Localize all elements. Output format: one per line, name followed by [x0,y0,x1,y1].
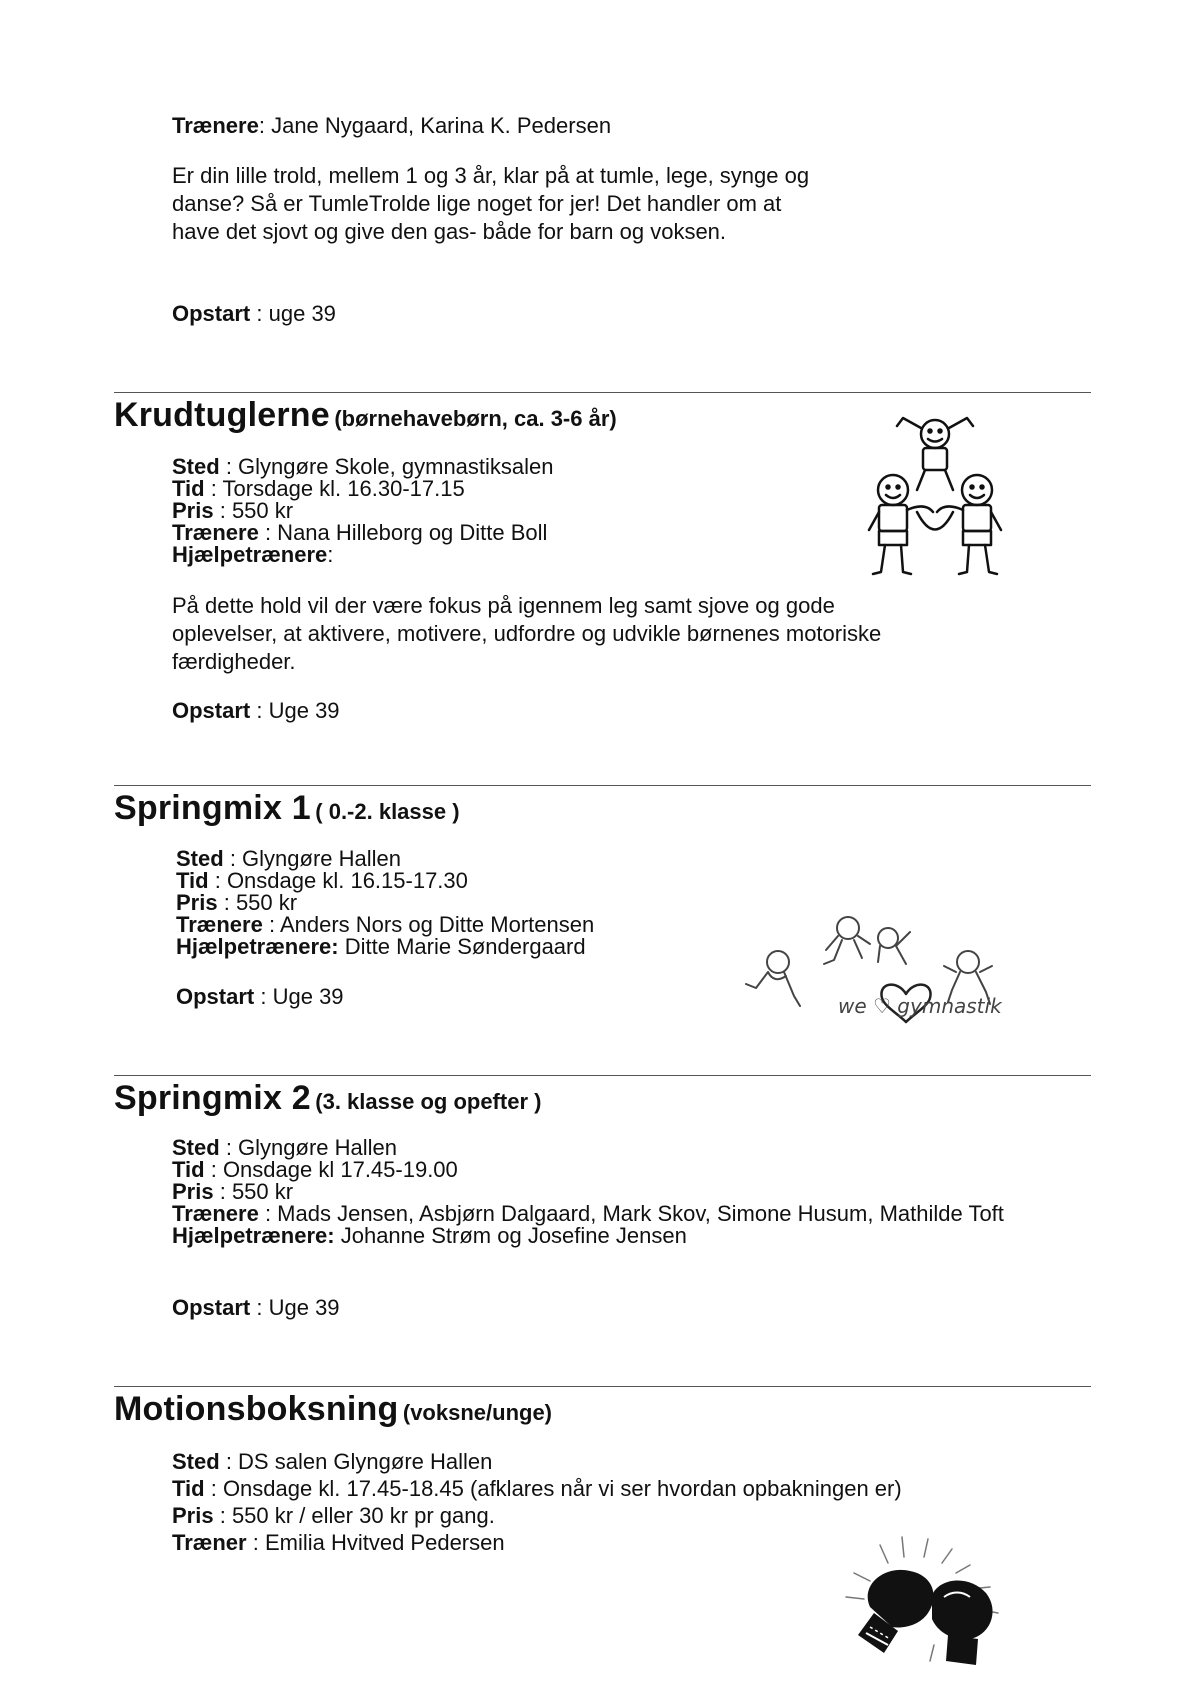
krudtuglerne-info [172,456,554,566]
top-trainers-line [172,112,611,140]
motionsboksning-subtitle: (voksne/unge) [402,1400,553,1425]
springmix2-heading [114,1079,541,1118]
spring1-tid-value: : Onsdage kl. 16.15-17.30 [214,868,468,893]
krudt-pris-value: : 550 kr [219,498,294,523]
boks-traener-label: Træner [172,1530,247,1555]
krudt-traenere-value: : Nana Hilleborg og Ditte Boll [264,520,548,545]
spring1-traenere-value: : Anders Nors og Ditte Mortensen [268,912,595,937]
springmix1-title: Springmix 1 [114,789,311,827]
boxing-gloves-icon [840,1535,1015,1670]
boks-pris-label: Pris [172,1503,214,1528]
kids-pyramid-illustration-icon [855,412,1015,582]
spring1-tid-label: Tid [176,868,209,893]
spring1-start-label: Opstart [176,984,255,1009]
boks-tid-value: : Onsdage kl. 17.45-18.45 (afklares når vi ser hvordan opbakningen er) [210,1476,902,1501]
krudt-traenere-label: Trænere [172,520,259,545]
section-divider [114,1386,1091,1387]
krudtuglerne-description: På dette hold vil der være fokus på igennem leg samt sjove og gode oplevelser, at aktivere, motivere, udfordre og udvikle børnenes motoriske færdigheder. [172,593,882,674]
spring1-traenere-label: Trænere [176,912,263,937]
springmix2-title: Springmix 2 [114,1079,311,1117]
spring2-start-value: : Uge 39 [256,1295,340,1320]
top-start-label: Opstart [172,301,251,326]
springmix1-info [176,848,594,958]
top-trainers-value: Jane Nygaard, Karina K. Pedersen [271,113,612,138]
boks-sted-label: Sted [172,1449,220,1474]
springmix2-subtitle: (3. klasse og opefter ) [315,1089,542,1114]
section-divider [114,1075,1091,1076]
krudt-pris-label: Pris [172,498,214,523]
spring1-hjaelp-value: Ditte Marie Søndergaard [344,934,586,959]
spring2-hjaelp-value: Johanne Strøm og Josefine Jensen [340,1223,687,1248]
gymnastics-logo-text [838,994,1003,1018]
top-start-value: uge 39 [268,301,336,326]
krudt-sted-label: Sted [172,454,220,479]
spring1-pris-label: Pris [176,890,218,915]
spring2-start-label: Opstart [172,1295,251,1320]
boks-pris-value: : 550 kr / eller 30 kr pr gang. [219,1503,495,1528]
spring1-pris-value: : 550 kr [223,890,298,915]
motionsboksning-title: Motionsboksning [114,1390,399,1428]
springmix2-info [172,1137,1092,1247]
top-trainers-sep: : [258,113,265,138]
motionsboksning-info [172,1448,902,1556]
spring1-sted-value: : Glyngøre Hallen [229,846,401,871]
spring2-pris-value: : 550 kr [219,1179,294,1204]
springmix1-subtitle: ( 0.-2. klasse ) [315,799,460,824]
krudtuglerne-heading [114,396,617,435]
motionsboksning-heading [114,1390,552,1429]
section-divider [114,392,1091,393]
spring2-sted-label: Sted [172,1135,220,1160]
top-start-sep: : [256,301,263,326]
spring1-start-value: : Uge 39 [260,984,344,1009]
top-start-line [172,300,336,328]
spring2-hjaelp-label: Hjælpetrænere: [172,1223,335,1248]
krudt-tid-value: : Torsdage kl. 16.30-17.15 [210,476,465,501]
top-description: Er din lille trold, mellem 1 og 3 år, klar på at tumle, lege, synge og danse? Så er TumleTrolde lige noget for jer! Det handler om at have det sjovt og give den gas- både for barn og voksen. [172,163,810,244]
spring1-start-line [176,983,344,1011]
boks-traener-value: : Emilia Hvitved Pedersen [252,1530,505,1555]
spring2-start-line [172,1294,340,1322]
spring2-traenere-value: : Mads Jensen, Asbjørn Dalgaard, Mark Skov, Simone Husum, Mathilde Toft [264,1201,1004,1226]
krudt-hjaelp-label: Hjælpetrænere [172,542,328,567]
krudt-sted-value: : Glyngøre Skole, gymnastiksalen [225,454,554,479]
krudtuglerne-title: Krudtuglerne [114,396,330,434]
top-trainers-label: Trænere [172,113,259,138]
krudt-start-line [172,697,340,725]
boks-tid-label: Tid [172,1476,205,1501]
springmix1-heading [114,789,460,828]
spring2-traenere-label: Trænere [172,1201,259,1226]
spring2-pris-label: Pris [172,1179,214,1204]
krudt-start-value: : Uge 39 [256,698,340,723]
svg-text:we ♡ gymnastik: we ♡ gymnastik [838,994,1002,1018]
we-love-gymnastics-logo-icon [738,910,1008,1040]
section-divider [114,785,1091,786]
spring1-sted-label: Sted [176,846,224,871]
spring1-hjaelp-label: Hjælpetrænere: [176,934,339,959]
spring2-tid-value: : Onsdage kl 17.45-19.00 [210,1157,458,1182]
krudt-start-label: Opstart [172,698,251,723]
krudt-hjaelp-value: : [327,542,334,567]
boks-sted-value: : DS salen Glyngøre Hallen [225,1449,493,1474]
krudt-tid-label: Tid [172,476,205,501]
spring2-tid-label: Tid [172,1157,205,1182]
spring2-sted-value: : Glyngøre Hallen [225,1135,397,1160]
krudtuglerne-subtitle: (børnehavebørn, ca. 3-6 år) [334,406,617,431]
